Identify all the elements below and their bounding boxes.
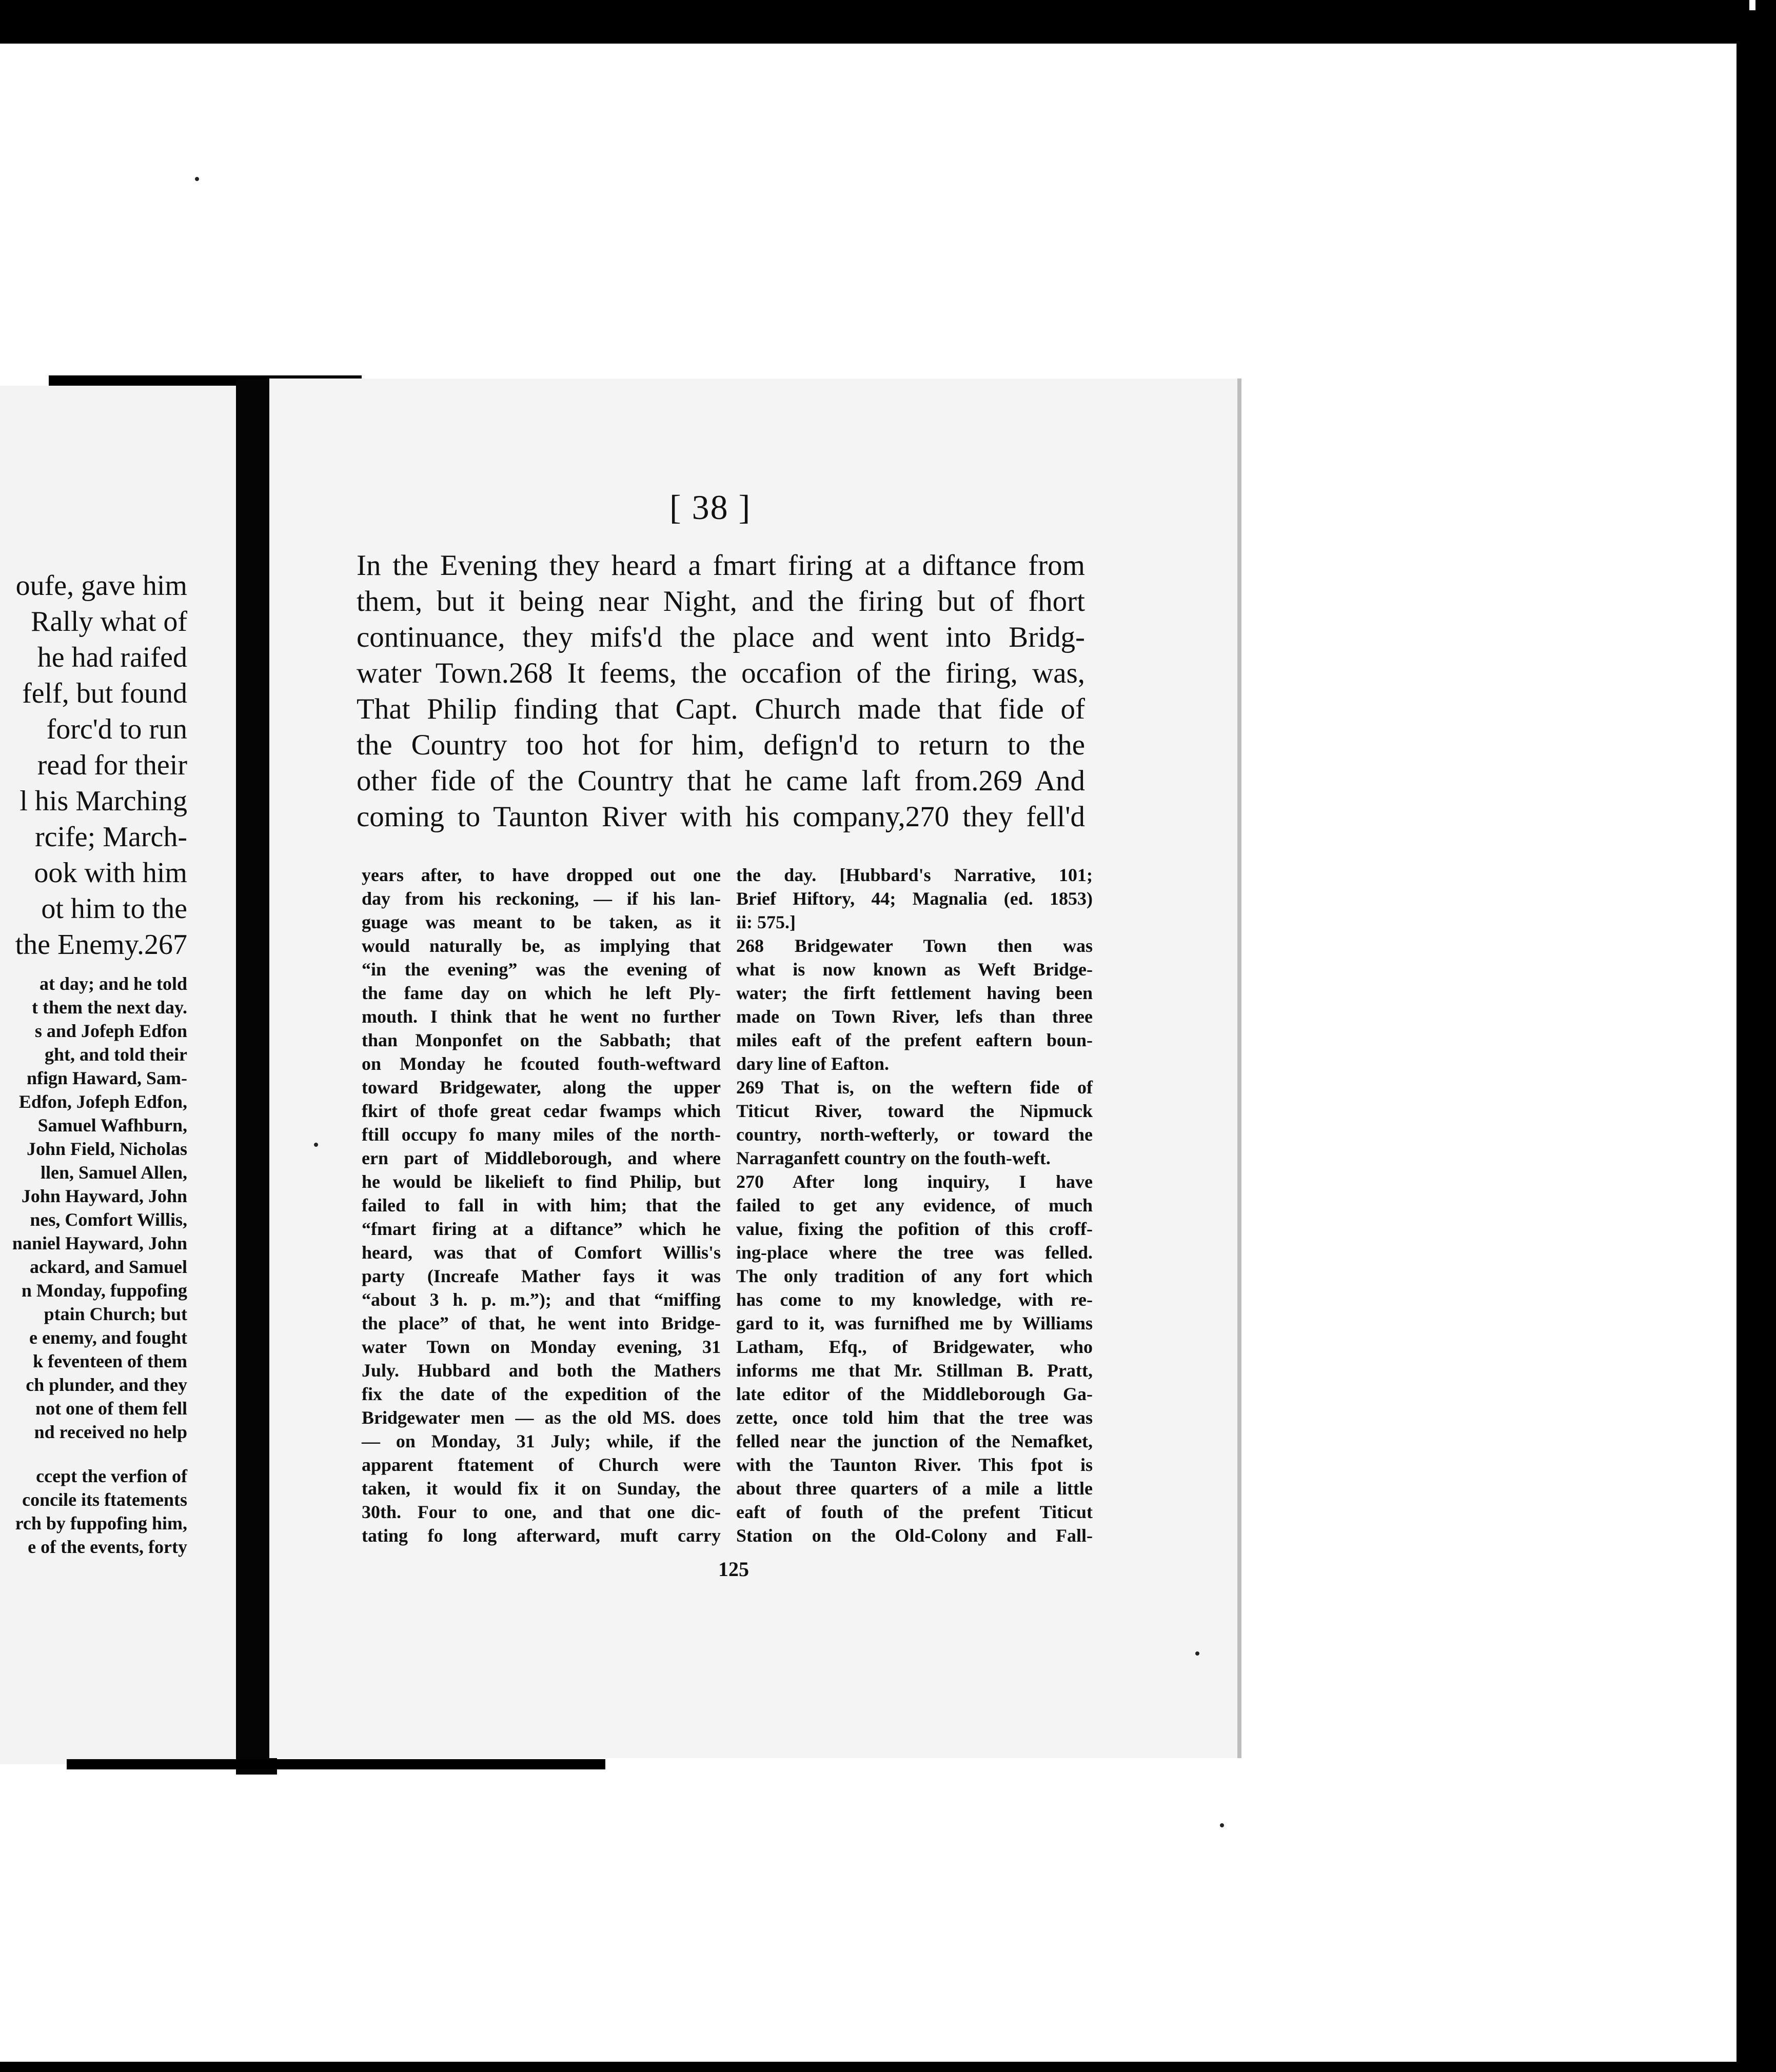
main-line: In the Evening they heard a fmart firing at a diftance from: [357, 549, 1085, 582]
footnote-line: Narraganfett country on the fouth-weft.: [736, 1148, 1051, 1168]
left-note-line: naniel Hayward, John: [12, 1233, 187, 1253]
scan-top-border: [0, 0, 1776, 42]
footnote-line: fix the date of the expedition of the: [362, 1384, 721, 1404]
footnote-line: taken, it would fix it on Sunday, the: [362, 1478, 721, 1499]
footnote-line: tating fo long afterward, muft carry: [362, 1525, 721, 1546]
footnote-line: ern part of Middleborough, and where: [362, 1148, 721, 1168]
footnote-line: “about 3 h. p. m.”); and that “miffing: [362, 1289, 721, 1310]
footnote-269: 269 That is, on the weftern fide of: [736, 1077, 1093, 1098]
footnote-line: day from his reckoning, — if his lan-: [362, 888, 721, 909]
footnote-line: felled near the junction of the Nemafket,: [736, 1431, 1093, 1451]
footnote-line: Bridgewater men — as the old MS. does: [362, 1407, 721, 1428]
footnote-line: country, north-wefterly, or toward the: [736, 1124, 1093, 1145]
scan-speck: [1220, 1823, 1224, 1827]
main-line: water Town.268 It feems, the occafion of the firing, was,: [357, 657, 1085, 689]
footnote-line: about three quarters of a mile a little: [736, 1478, 1093, 1499]
right-page: [269, 378, 1241, 1758]
scan-speck: [314, 1143, 318, 1147]
footnote-line: with the Taunton River. This fpot is: [736, 1455, 1093, 1475]
footnote-line: informs me that Mr. Stillman B. Pratt,: [736, 1360, 1093, 1381]
footnote-line: guage was meant to be taken, as it: [362, 912, 721, 932]
footnote-line: “fmart firing at a diftance” which he: [362, 1219, 721, 1239]
left-main-text: [0, 568, 187, 963]
left-main-line: the Enemy.267: [15, 929, 187, 961]
footnote-line: eaft of fouth of the prefent Titicut: [736, 1502, 1093, 1522]
left-note-line: nd received no help: [34, 1422, 187, 1442]
left-note-line: e of the events, forty: [28, 1537, 187, 1557]
spine-bottom-edge: [67, 1759, 605, 1769]
footnote-line: failed to get any evidence, of much: [736, 1195, 1093, 1216]
left-note-line: ccept the verfion of: [36, 1466, 187, 1486]
footnote-line: value, fixing the pofition of this croff-: [736, 1219, 1093, 1239]
footnote-line: Station on the Old-Colony and Fall-: [736, 1525, 1093, 1546]
left-note-line: ptain Church; but: [44, 1304, 187, 1324]
left-main-line: rcife; March-: [35, 821, 187, 853]
left-page: [0, 386, 251, 1764]
footnote-line: Latham, Efq., of Bridgewater, who: [736, 1337, 1093, 1357]
left-page-text: [0, 568, 187, 1559]
footnote-line: fkirt of thofe great cedar fwamps which: [362, 1101, 721, 1121]
scan-speck: [1195, 1651, 1199, 1656]
left-main-line: oufe, gave him: [15, 570, 187, 602]
left-note-line: ch plunder, and they: [26, 1374, 187, 1395]
footnote-line: The only tradition of any fort which: [736, 1266, 1093, 1286]
left-note-line: John Hayward, John: [21, 1186, 187, 1206]
footnote-268: 268 Bridgewater Town then was: [736, 935, 1093, 956]
left-main-line: forc'd to run: [46, 713, 187, 745]
footnote-line: what is now known as Weft Bridge-: [736, 959, 1093, 980]
left-main-line: l his Marching: [19, 785, 187, 817]
footnote-270: 270 After long inquiry, I have: [736, 1171, 1093, 1192]
footnotes-right-column: [736, 863, 1093, 1547]
scan-corner-mark: [1749, 0, 1755, 10]
footnote-line: ftill occupy fo many miles of the north-: [362, 1124, 721, 1145]
left-main-line: felf, but found: [22, 678, 187, 709]
footnote-line: mouth. I think that he went no further: [362, 1006, 721, 1027]
footnote-line: would naturally be, as implying that: [362, 935, 721, 956]
footnote-line: Brief Hiftory, 44; Magnalia (ed. 1853): [736, 888, 1093, 909]
footnote-line: late editor of the Middleborough Ga-: [736, 1384, 1093, 1404]
left-note-line: Samuel Wafhburn,: [37, 1115, 187, 1135]
footnote-line: July. Hubbard and both the Mathers: [362, 1360, 721, 1381]
left-note-line: k feventeen of them: [33, 1351, 187, 1371]
footnote-line: has come to my knowledge, with re-: [736, 1289, 1093, 1310]
main-line: coming to Taunton River with his company,270 they fell'd: [357, 801, 1085, 833]
footnote-line: toward Bridgewater, along the upper: [362, 1077, 721, 1098]
footnote-line: apparent ftatement of Church were: [362, 1455, 721, 1475]
footnote-line: “in the evening” was the evening of: [362, 959, 721, 980]
left-main-line: ook with him: [34, 857, 187, 889]
left-note-line: s and Jofeph Edfon: [34, 1021, 187, 1041]
left-main-line: ot him to the: [41, 893, 187, 925]
main-line: the Country too hot for him, defign'd to return to the: [357, 729, 1085, 761]
left-note-line: ackard, and Samuel: [29, 1257, 187, 1277]
footnote-line: 30th. Four to one, and that one dic-: [362, 1502, 721, 1522]
left-note-line: nes, Comfort Willis,: [30, 1209, 187, 1230]
footnote-line: the fame day on which he left Ply-: [362, 983, 721, 1003]
footnote-line: the day. [Hubbard's Narrative, 101;: [736, 865, 1093, 885]
footnote-line: zette, once told him that the tree was: [736, 1407, 1093, 1428]
footnote-line: — on Monday, 31 July; while, if the: [362, 1431, 721, 1451]
left-main-line: Rally what of: [31, 606, 187, 637]
page-number: [ 38 ]: [669, 488, 752, 527]
left-note-line: e enemy, and fought: [29, 1327, 187, 1348]
left-main-line: read for their: [37, 749, 187, 781]
footnote-line: water Town on Monday evening, 31: [362, 1337, 721, 1357]
left-note-line: Edfon, Jofeph Edfon,: [18, 1091, 187, 1112]
footnote-line: than Monponfet on the Sabbath; that: [362, 1030, 721, 1050]
left-note-line: n Monday, fuppofing: [21, 1280, 187, 1301]
main-text: [357, 548, 1085, 835]
main-line: them, but it being near Night, and the firing but of fhort: [357, 585, 1085, 617]
left-note-line: llen, Samuel Allen,: [40, 1162, 187, 1183]
footnote-line: water; the firft fettlement having been: [736, 983, 1093, 1003]
footnotes-left-column: [362, 863, 721, 1547]
footnote-line: party (Increafe Mather fays it was: [362, 1266, 721, 1286]
footnote-line: made on Town River, lefs than three: [736, 1006, 1093, 1027]
footnote-line: failed to fall in with him; that the: [362, 1195, 721, 1216]
main-line: That Philip finding that Capt. Church made that fide of: [357, 693, 1085, 725]
left-note-line: John Field, Nicholas: [26, 1139, 187, 1159]
footnote-line: he would be likelieft to find Philip, but: [362, 1171, 721, 1192]
note-gap: [0, 1444, 187, 1464]
folio-number: 125: [718, 1558, 749, 1581]
scan-speck: [195, 177, 199, 181]
left-note-line: t them the next day.: [32, 997, 187, 1018]
footnote-line: on Monday he fcouted fouth-weftward: [362, 1053, 721, 1074]
footnote-line: the place” of that, he went into Bridge-: [362, 1313, 721, 1333]
footnote-line: ing-place where the tree was felled.: [736, 1242, 1093, 1263]
footnote-line: heard, was that of Comfort Willis's: [362, 1242, 721, 1263]
footnote-line: years after, to have dropped out one: [362, 865, 721, 885]
main-line: other fide of the Country that he came laft from.269 And: [357, 765, 1085, 797]
left-note-line: at day; and he told: [39, 973, 187, 994]
left-notes: [0, 972, 187, 1559]
footnote-line: miles eaft of the prefent eaftern boun-: [736, 1030, 1093, 1050]
left-note-line: nfign Haward, Sam-: [26, 1068, 187, 1088]
footnote-line: Titicut River, toward the Nipmuck: [736, 1101, 1093, 1121]
footnote-line: gard to it, was furnifhed me by Williams: [736, 1313, 1093, 1333]
left-note-line: rch by fuppofing him,: [15, 1513, 187, 1533]
left-note-line: not one of them fell: [35, 1398, 187, 1419]
left-note-line: ght, and told their: [44, 1044, 187, 1065]
left-main-line: he had raifed: [37, 642, 187, 673]
left-note-line: concile its ftatements: [22, 1489, 187, 1510]
footnote-line: dary line of Eafton.: [736, 1053, 890, 1074]
footnote-line: ii: 575.]: [736, 912, 796, 932]
main-line: continuance, they mifs'd the place and went into Bridg-: [357, 621, 1085, 653]
